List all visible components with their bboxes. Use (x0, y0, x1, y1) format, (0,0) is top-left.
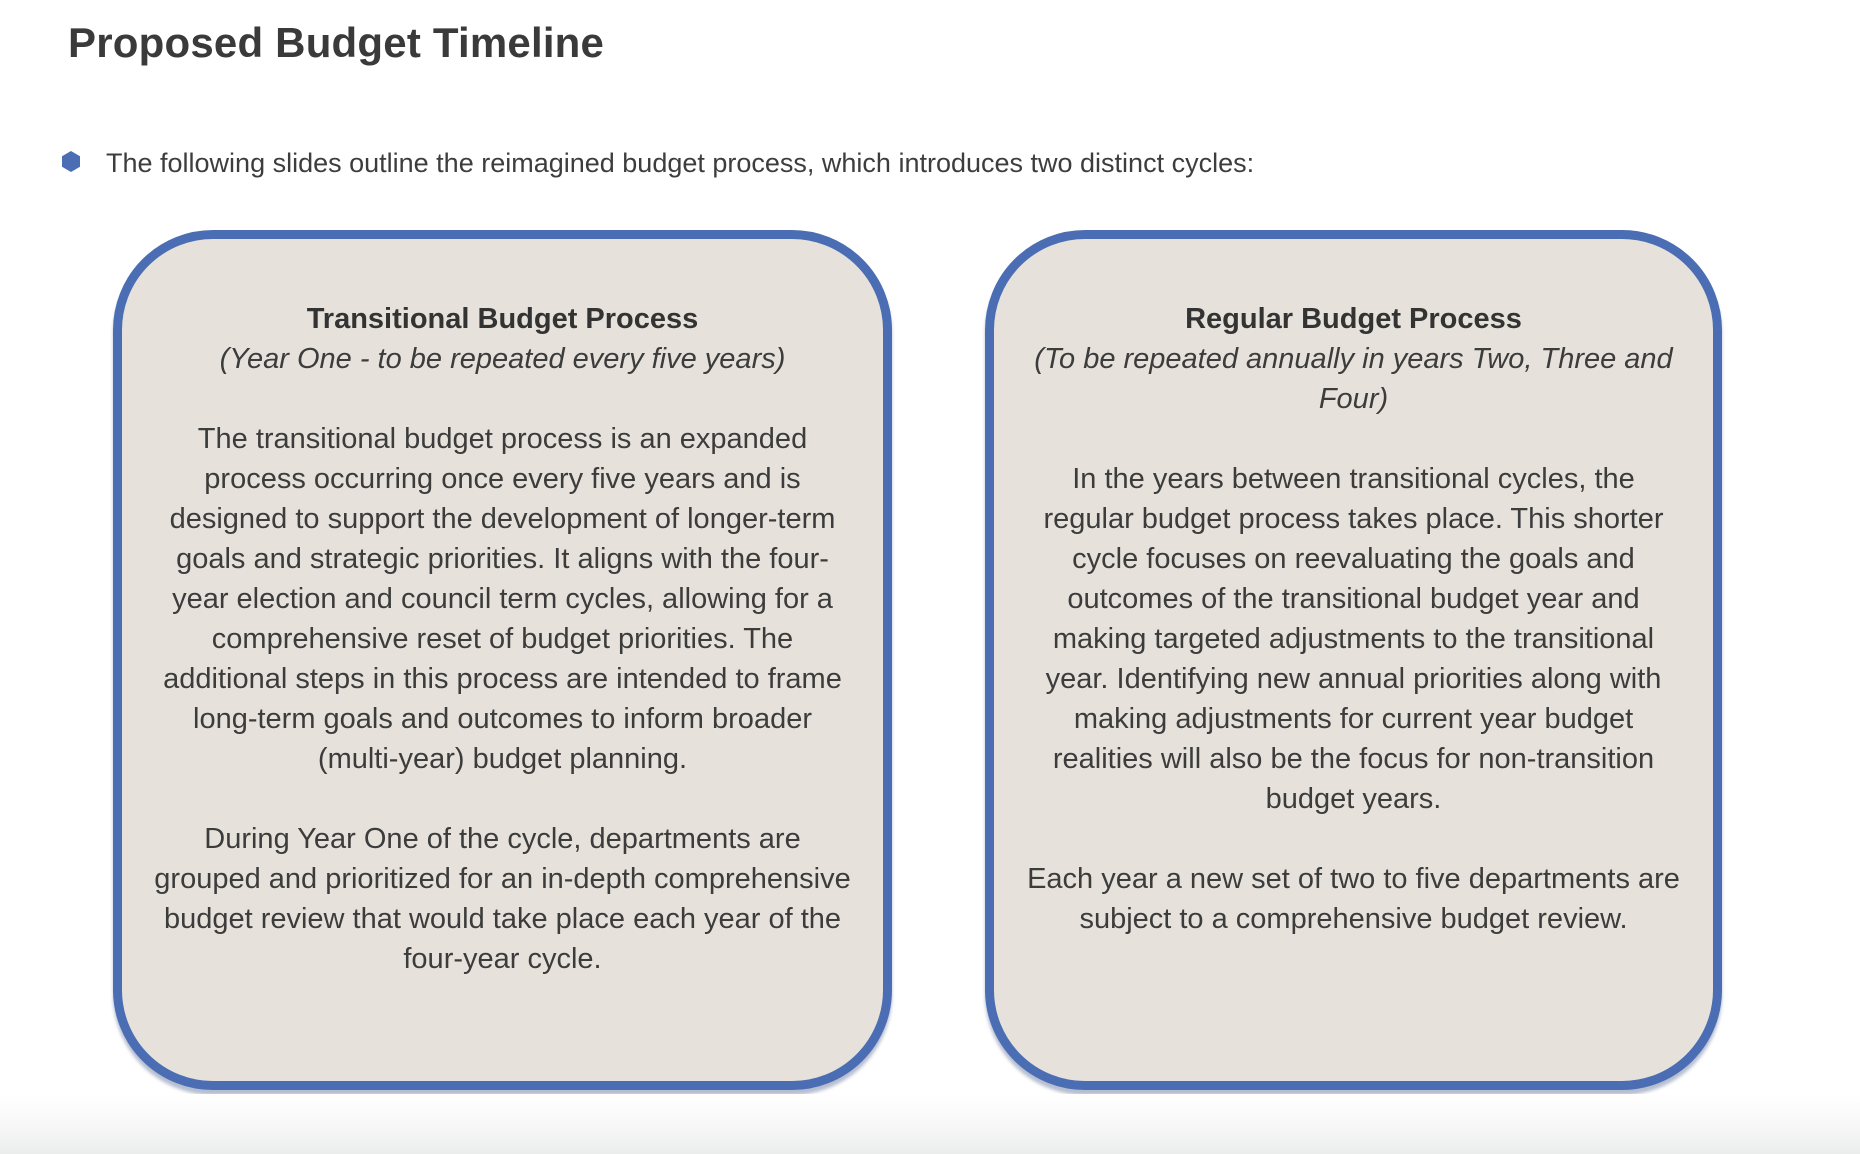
transitional-box-title: Transitional Budget Process (306, 303, 699, 335)
intro-text: The following slides outline the reimagined budget process, which introduces two distinct cycles: (106, 148, 1255, 178)
regular-box-paragraph-2: Each year a new set of two to five departments are subject to a comprehensive budget review. (1027, 863, 1680, 935)
hexagon-bullet-icon (62, 151, 80, 172)
hexagon-bullet-shape (62, 151, 80, 172)
regular-box-subtitle: (To be repeated annually in years Two, Three and Four) (1034, 343, 1673, 415)
regular-box-paragraph-1: In the years between transitional cycles, the regular budget process takes place. This shorter cycle focuses on reevaluating the goals and outcomes of the transitional budget year and making targeted adjustments to the transitional year. Identifying new annual priorities along with making adjustments for current year budget realities will also be the focus for non-transition budget years. (1043, 463, 1664, 815)
regular-budget-box (985, 230, 1722, 1090)
intro-bullet-row (62, 146, 1822, 180)
transitional-box-paragraph-1: The transitional budget process is an expanded process occurring once every five years and is designed to support the development of longer-term goals and strategic priorities. It aligns with the four-year election and council term cycles, allowing for a comprehensive reset of budget priorities. The additional steps in this process are intended to frame long-term goals and outcomes to inform broader (multi-year) budget planning. (163, 423, 842, 775)
transitional-box-paragraph-2: During Year One of the cycle, departments are grouped and prioritized for an in-depth comprehensive budget review that would take place each year of the four-year cycle. (154, 823, 851, 975)
regular-box-title: Regular Budget Process (1185, 303, 1522, 335)
transitional-budget-box (113, 230, 892, 1090)
transitional-box-subtitle: (Year One - to be repeated every five years) (219, 343, 786, 375)
slide-bottom-fade (0, 1094, 1860, 1154)
page-title: Proposed Budget Timeline (68, 19, 605, 66)
